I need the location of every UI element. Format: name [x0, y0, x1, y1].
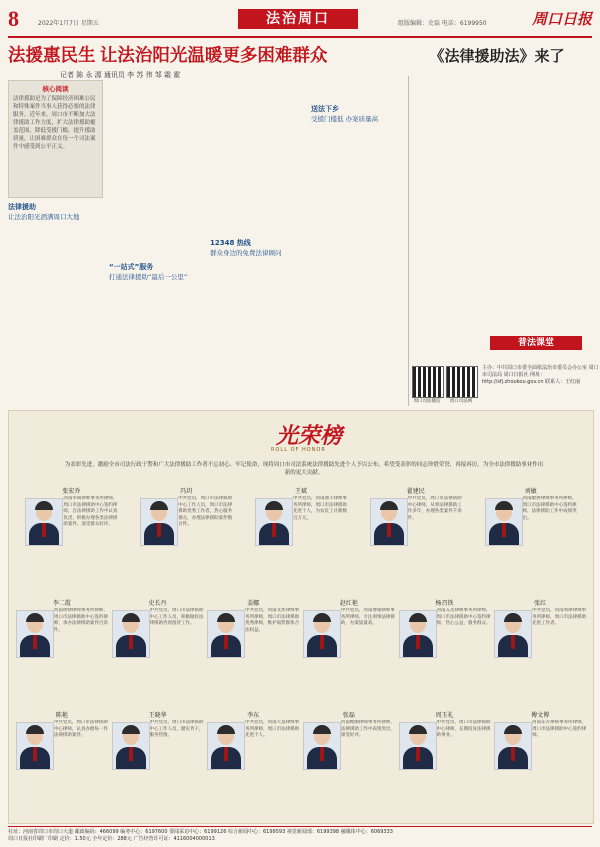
photo-hair — [380, 501, 398, 510]
qr-code-website[interactable] — [446, 366, 478, 398]
honoree-card — [253, 486, 349, 600]
honoree-photo — [303, 722, 341, 770]
honor-roll-banner: 光荣榜 — [275, 423, 342, 448]
photo-tie — [42, 523, 46, 537]
honoree-card — [110, 710, 206, 824]
newspaper-brand: 周口日报 — [531, 10, 592, 28]
honoree-card — [138, 486, 234, 600]
qr-code-wechat[interactable] — [412, 366, 444, 398]
right-article-column-2 — [501, 72, 586, 330]
honoree-bio: 中共党员，河南天基律师事务所律师，周口市法律援助先进个人。 — [245, 720, 300, 738]
qr-caption-website: 周口司法网 — [449, 399, 473, 404]
honoree-card — [205, 710, 301, 824]
honoree-name: 张磊 — [342, 712, 355, 719]
honoree-photo — [207, 722, 245, 770]
photo-hair — [409, 613, 427, 622]
honoree-photo — [207, 610, 245, 658]
honoree-photo — [370, 498, 408, 546]
subhead-hotline: 12348 热线 — [210, 239, 251, 247]
subhead-legal-aid: 法律援助 — [8, 203, 36, 211]
photo-tie — [129, 635, 133, 649]
pufa-classroom-label: 普法课堂 — [490, 336, 582, 350]
photo-tie — [416, 635, 420, 649]
subhead-law-to-countryside: 送法下乡 — [311, 105, 339, 113]
honoree-name: 王晓华 — [148, 712, 167, 719]
honoree-name: 张宏乔 — [62, 488, 81, 495]
subhead-legal-aid-sub: 让法治阳光洒满周口大地 — [8, 213, 80, 221]
honoree-name: 周玉礼 — [435, 712, 454, 719]
honor-roll-intro: 为表彰先进，激励全市司法行政干警和广大法律援助工作者不忘初心、牢记使命，现将周口市司法系统法律援助先进个人予以公布，希望受表彰的同志珍惜荣誉，再接再厉，为全市法律援助事业作出新的更大贡献。 — [64, 462, 544, 476]
footer-line-2: 周口日报社印刷厂印刷 定价：1.50元 全年定价：288元 广告经营许可证：4116004000013 — [8, 836, 215, 842]
right-article-title: 《法律援助法》来了 — [429, 49, 565, 65]
photo-tie — [320, 635, 324, 649]
honoree-name: 李东 — [247, 712, 260, 719]
photo-hair — [217, 613, 235, 622]
honoree-bio: 河南华商律师事务所律师，周口市法律援助中心签约律师，在法律援助工作中认真负责，积极办理各类法律援助案件，深受群众好评。 — [63, 496, 118, 527]
photo-hair — [35, 501, 53, 510]
honor-roll-section — [8, 410, 594, 824]
main-headline: 法援惠民生 让法治阳光温暖更多困难群众 — [8, 45, 328, 65]
photo-tie — [33, 747, 37, 761]
photo-tie — [33, 635, 37, 649]
article-column-2 — [109, 82, 204, 257]
page-number: 8 — [8, 6, 19, 31]
honoree-photo — [16, 722, 54, 770]
honoree-bio: 中共党员，河南周律律师事务所律师，周口市法律援助先进工作者。 — [532, 608, 587, 626]
column-divider — [408, 76, 409, 406]
footer-line-1: 社址：河南省周口市周口大道 邮政编码：466099 编务中心：6197600 要闻采访中心：6199126 综合新闻中心：6199593 视觉新闻部：6199398 融媒体中心：6069333 — [8, 829, 393, 835]
honoree-name: 陈艳 — [55, 712, 68, 719]
honoree-photo — [485, 498, 523, 546]
subhead-hotline-sub: 群众身边的免费法律顾问 — [210, 249, 282, 257]
honor-roll-subtitle: ROLL OF HONOR — [271, 447, 326, 453]
photo-tie — [387, 523, 391, 537]
honoree-photo — [140, 498, 178, 546]
honoree-bio: 河南五岳律师事务所律师，周口市法律援助中心签约律师，热心公益，服务群众。 — [436, 608, 491, 626]
photo-tie — [320, 747, 324, 761]
honoree-photo — [112, 610, 150, 658]
honoree-bio: 中共党员，周口市法律援助中心工作人员，周口市法律援助优秀工作者，热心服务群众，办理法律援助案件数百件。 — [178, 496, 233, 527]
photo-tie — [129, 747, 133, 761]
photo-tie — [511, 635, 515, 649]
honoree-card — [14, 710, 110, 824]
page-header — [8, 6, 592, 38]
honoree-card — [23, 486, 119, 600]
photo-tie — [272, 523, 276, 537]
article-column-1 — [8, 224, 103, 404]
core-reading-text: 法律援助是为了保障经济困难公民和特殊案件当事人获得必要的法律服务。近年来，周口市不断加大法律援助工作力度，扩大法律援助覆盖范围，降低受援门槛，提升援助质量，让困难群众在每一个司法案件中感受到公平正义。 — [13, 96, 96, 150]
photo-hair — [217, 725, 235, 734]
honoree-bio: 河南维刚律师事务所律师，法律援助工作中表现突出，深受好评。 — [340, 720, 395, 738]
honoree-card — [483, 486, 579, 600]
honoree-card — [492, 710, 588, 824]
honoree-card — [301, 710, 397, 824]
column-text-placeholder — [8, 225, 103, 231]
photo-hair — [26, 725, 44, 734]
honoree-name: 张红 — [534, 600, 547, 607]
photo-hair — [122, 725, 140, 734]
core-reading-box — [8, 80, 103, 198]
honoree-card — [301, 598, 397, 712]
honoree-bio: 中共党员，河南鼎丰律师事务所律师，周口市法律援助先进个人，为农民工讨薪数百万元。 — [293, 496, 347, 521]
honoree-bio: 河南敢拼律师事务所律师，周口市法律援助中心签约律师，法律援助工作中成绩突出。 — [522, 496, 577, 521]
photo-tie — [224, 747, 228, 761]
article-column-3 — [210, 82, 305, 232]
photo-hair — [313, 725, 331, 734]
photo-tie — [224, 635, 228, 649]
photo-hair — [409, 725, 427, 734]
photo-hair — [313, 613, 331, 622]
honoree-photo — [16, 610, 54, 658]
right-article-column-1 — [412, 72, 497, 360]
subhead-law-to-countryside-sub: 受援门槛低 办案质量高 — [311, 115, 379, 123]
honoree-card — [205, 598, 301, 712]
photo-hair — [265, 501, 283, 510]
honoree-name: 王斌 — [294, 488, 307, 495]
honoree-bio: 中共党员，周口市法律援助中心工作人员，踏实肯干，服务热情。 — [149, 720, 204, 738]
photo-tie — [416, 747, 420, 761]
photo-tie — [502, 523, 506, 537]
subhead-one-stop: “一站式”服务 — [109, 263, 154, 271]
core-reading-title: 核心阅读 — [42, 85, 69, 93]
honoree-card — [492, 598, 588, 712]
subhead-one-stop-sub: 打通法律援助“最后一公里” — [109, 273, 188, 281]
honoree-card — [110, 598, 206, 712]
honoree-name: 杨召铁 — [435, 600, 454, 607]
publisher-contact: 主办：中共周口市委全面依法治市委员会办公室 周口市司法局 周口日报社 网址：http://sfj.zhoukou.gov.cn 联系人：王红丽 — [482, 365, 599, 385]
honoree-photo — [255, 498, 293, 546]
honoree-photo — [494, 722, 532, 770]
photo-tie — [511, 747, 515, 761]
honoree-bio: 中共党员，周口市法律援助中心工作人员，积极做好法律援助咨询接待工作。 — [149, 608, 204, 626]
page-footer — [8, 826, 592, 843]
issue-date: 2022年1月7日 星期五 — [38, 20, 99, 27]
honoree-name: 史长丹 — [148, 600, 167, 607]
photo-hair — [26, 613, 44, 622]
qr-caption-wechat: 周口司法微信 — [413, 399, 441, 404]
photo-hair — [504, 613, 522, 622]
honoree-bio: 河南周律律师事务所律师，周口市法律援助中心签约律师，承办法律援助案件百余件。 — [53, 608, 108, 633]
honoree-card — [397, 710, 493, 824]
editor-line: 组版编辑：史磊 电话：6199950 — [398, 20, 487, 27]
honoree-name: 刘敏 — [524, 488, 537, 495]
honoree-card — [368, 486, 464, 600]
honoree-bio: 中共党员，周口市法律援助中心律师，认真办理每一件法律援助案件。 — [53, 720, 108, 738]
honoree-bio: 河南东方律师事务所律师，周口市法律援助中心签约律师。 — [532, 720, 587, 738]
honoree-name: 李二霞 — [52, 600, 71, 607]
column-title: 法治周口 — [238, 9, 358, 29]
photo-hair — [122, 613, 140, 622]
honoree-photo — [303, 610, 341, 658]
honoree-bio: 中共党员，周口市法律援助中心律师，从事法律援助工作多年，办理各类案件千余件。 — [407, 496, 462, 521]
honoree-bio: 中共党员，河南文炬律师事务所律师，周口市法律援助优秀律师，维护弱势群体合法权益。 — [245, 608, 300, 633]
photo-hair — [495, 501, 513, 510]
honoree-card — [397, 598, 493, 712]
photo-hair — [504, 725, 522, 734]
honoree-photo — [399, 722, 437, 770]
honoree-bio: 中共党员，河南博诚律师事务所律师，专注刑事法律援助，办案质量高。 — [340, 608, 395, 626]
honoree-name: 姜娜 — [247, 600, 260, 607]
honoree-name: 赵红艳 — [339, 600, 358, 607]
photo-tie — [157, 523, 161, 537]
honoree-name: 傅文博 — [531, 712, 550, 719]
honoree-photo — [399, 610, 437, 658]
honoree-card — [14, 598, 110, 712]
article-column-2b — [109, 284, 204, 404]
article-column-4 — [311, 126, 406, 404]
article-column-3b — [210, 260, 305, 404]
honoree-name: 冯玥 — [180, 488, 193, 495]
honoree-photo — [494, 610, 532, 658]
photo-hair — [150, 501, 168, 510]
honoree-bio: 中共党员，周口市法律援助中心律师，长期投身法律援助事业。 — [436, 720, 491, 738]
honoree-name: 翟建民 — [406, 488, 425, 495]
honoree-photo — [112, 722, 150, 770]
byline: 记者 陈 永 源 通讯员 李 苏 伟 邹 霜 霍 — [60, 71, 181, 79]
honoree-photo — [25, 498, 63, 546]
